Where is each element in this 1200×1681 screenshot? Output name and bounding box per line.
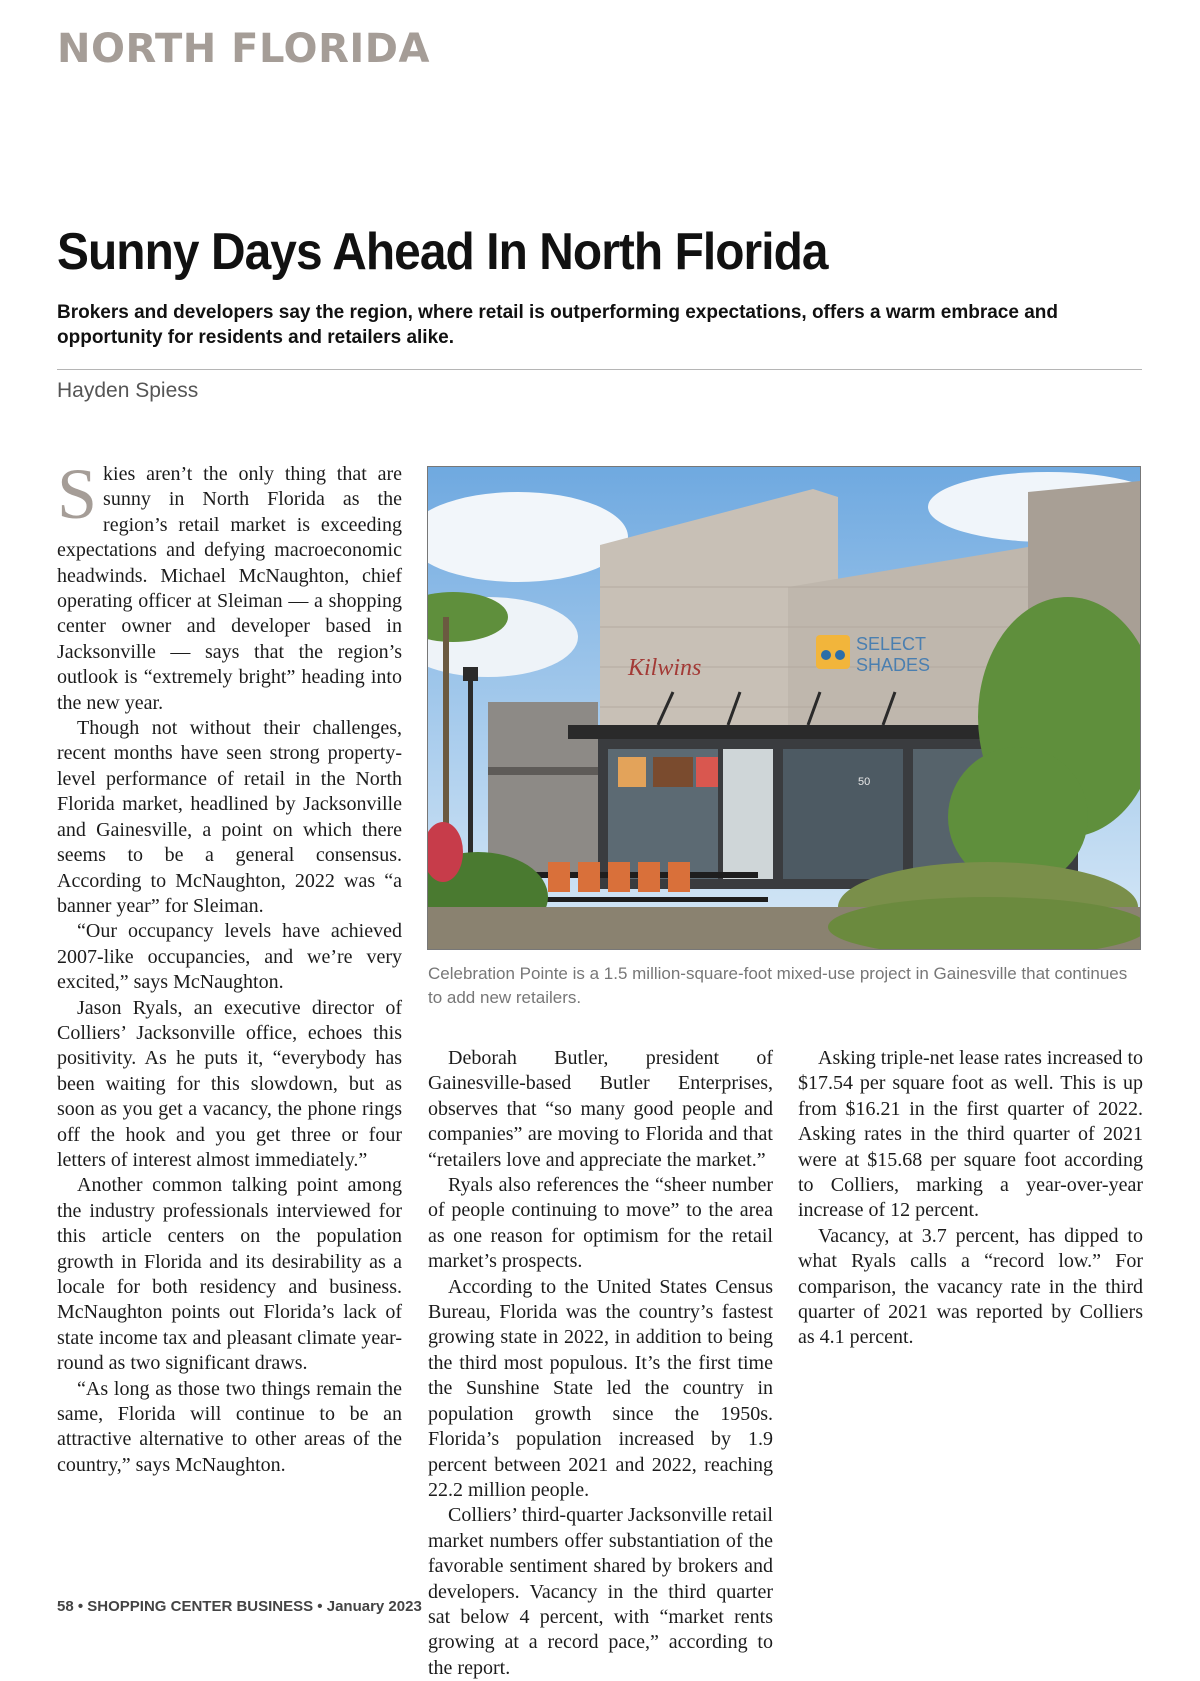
article-byline: Hayden Spiess <box>57 379 199 402</box>
paragraph-5: Another common talking point among the industry professionals interviewed for this article centers on the population growth in Florida and its desirability as a locale for both residency and business. McNaughton points out Florida’s lack of state income tax and pleasant climate year-round as two significant draws. <box>57 1174 402 1375</box>
paragraph-11: Asking triple-net lease rates increased to $17.54 per square foot as well. This is up from $16.21 in the first quarter of 2022. Asking rates in the third quarter of 2021 were at $15.68 per square foot according to Colliers, marking a year-over-year increase of 12 percent. <box>798 1047 1143 1222</box>
paragraph-2: Though not without their challenges, recent months have seen strong property-level performance of retail in the North Florida market, headlined by Jacksonville and Gainesville, a point on which there seems to be a general consensus. According to McNaughton, 2022 was “a banner year” for Sleiman. <box>57 717 402 917</box>
paragraph-8: Ryals also references the “sheer number of people continuing to move” to the area as one reason for optimism for the retail market’s prospects. <box>428 1174 773 1273</box>
article-headline: Sunny Days Ahead In North Florida <box>57 223 828 281</box>
paragraph-4: Jason Ryals, an executive director of Colliers’ Jacksonville office, echoes this positivity. As he puts it, “everybody has been waiting for this slowdown, but as soon as you get a vacancy, the phone rings off the hook and you get three or four letters of interest almost immediately.” <box>57 996 402 1171</box>
paragraph-6: “As long as those two things remain the same, Florida will continue to be an attractive alternative to other areas of the country,” says McNaughton. <box>57 1377 402 1476</box>
paragraph-7: Deborah Butler, president of Gainesville-based Butler Enterprises, observes that “so many good people and companies” are moving to Florida and that “retailers love and appreciate the market.” <box>428 1047 773 1171</box>
article-column-3 <box>798 1046 1143 1351</box>
section-heading: NORTH FLORIDA <box>57 26 430 72</box>
paragraph-3: “Our occupancy levels have achieved 2007-like occupancies, and we’re very excited,” says McNaughton. <box>57 920 402 994</box>
photo-caption: Celebration Pointe is a 1.5 million-square-foot mixed-use project in Gainesville that continues to add new retailers. <box>428 964 1128 1007</box>
drop-cap: S <box>57 454 98 534</box>
paragraph-1: Skies aren’t the only thing that are sunny in North Florida as the region’s retail market is exceeding expectations and defying macroeconomic headwinds. Michael McNaughton, chief operating officer at Sleiman — a shopping center owner and developer based in Jacksonville — says that the region’s outlook is “extremely bright” heading into the new year. <box>57 454 402 714</box>
article-column-1 <box>57 454 402 1478</box>
article-column-2 <box>428 1046 773 1681</box>
select-shades-sign-line-1: SELECT <box>856 634 927 654</box>
select-shades-sign-line-2: SHADES <box>856 655 931 675</box>
storefront-photo <box>427 466 1141 950</box>
kilwins-sign: Kilwins <box>628 655 702 681</box>
unit-number: 50 <box>858 776 871 788</box>
article-deck: Brokers and developers say the region, where retail is outperforming expectations, offers a warm embrace and opportunity for residents and retailers alike. <box>57 302 1058 348</box>
page-footer: 58 • SHOPPING CENTER BUSINESS • January 2023 <box>57 1598 422 1615</box>
paragraph-9: According to the United States Census Bureau, Florida was the country’s fastest growing state in 2022, in addition to being the third most populous. It’s the first time the Sunshine State led the country in population growth since the 1950s. Florida’s population increased by 1.9 percent between 2021 and 2022, reaching 22.2 million people. <box>428 1275 773 1501</box>
divider-rule <box>57 369 1142 370</box>
paragraph-10: Colliers’ third-quarter Jacksonville retail market numbers offer substantiation of the favorable sentiment shared by brokers and developers. Vacancy in the third quarter sat below 4 percent, with “market rents growing at a record pace,” according to the report. <box>428 1504 773 1679</box>
paragraph-12: Vacancy, at 3.7 percent, has dipped to what Ryals calls a “record low.” For comparison, the vacancy rate in the third quarter of 2021 was reported by Colliers as 4.1 percent. <box>798 1224 1143 1349</box>
